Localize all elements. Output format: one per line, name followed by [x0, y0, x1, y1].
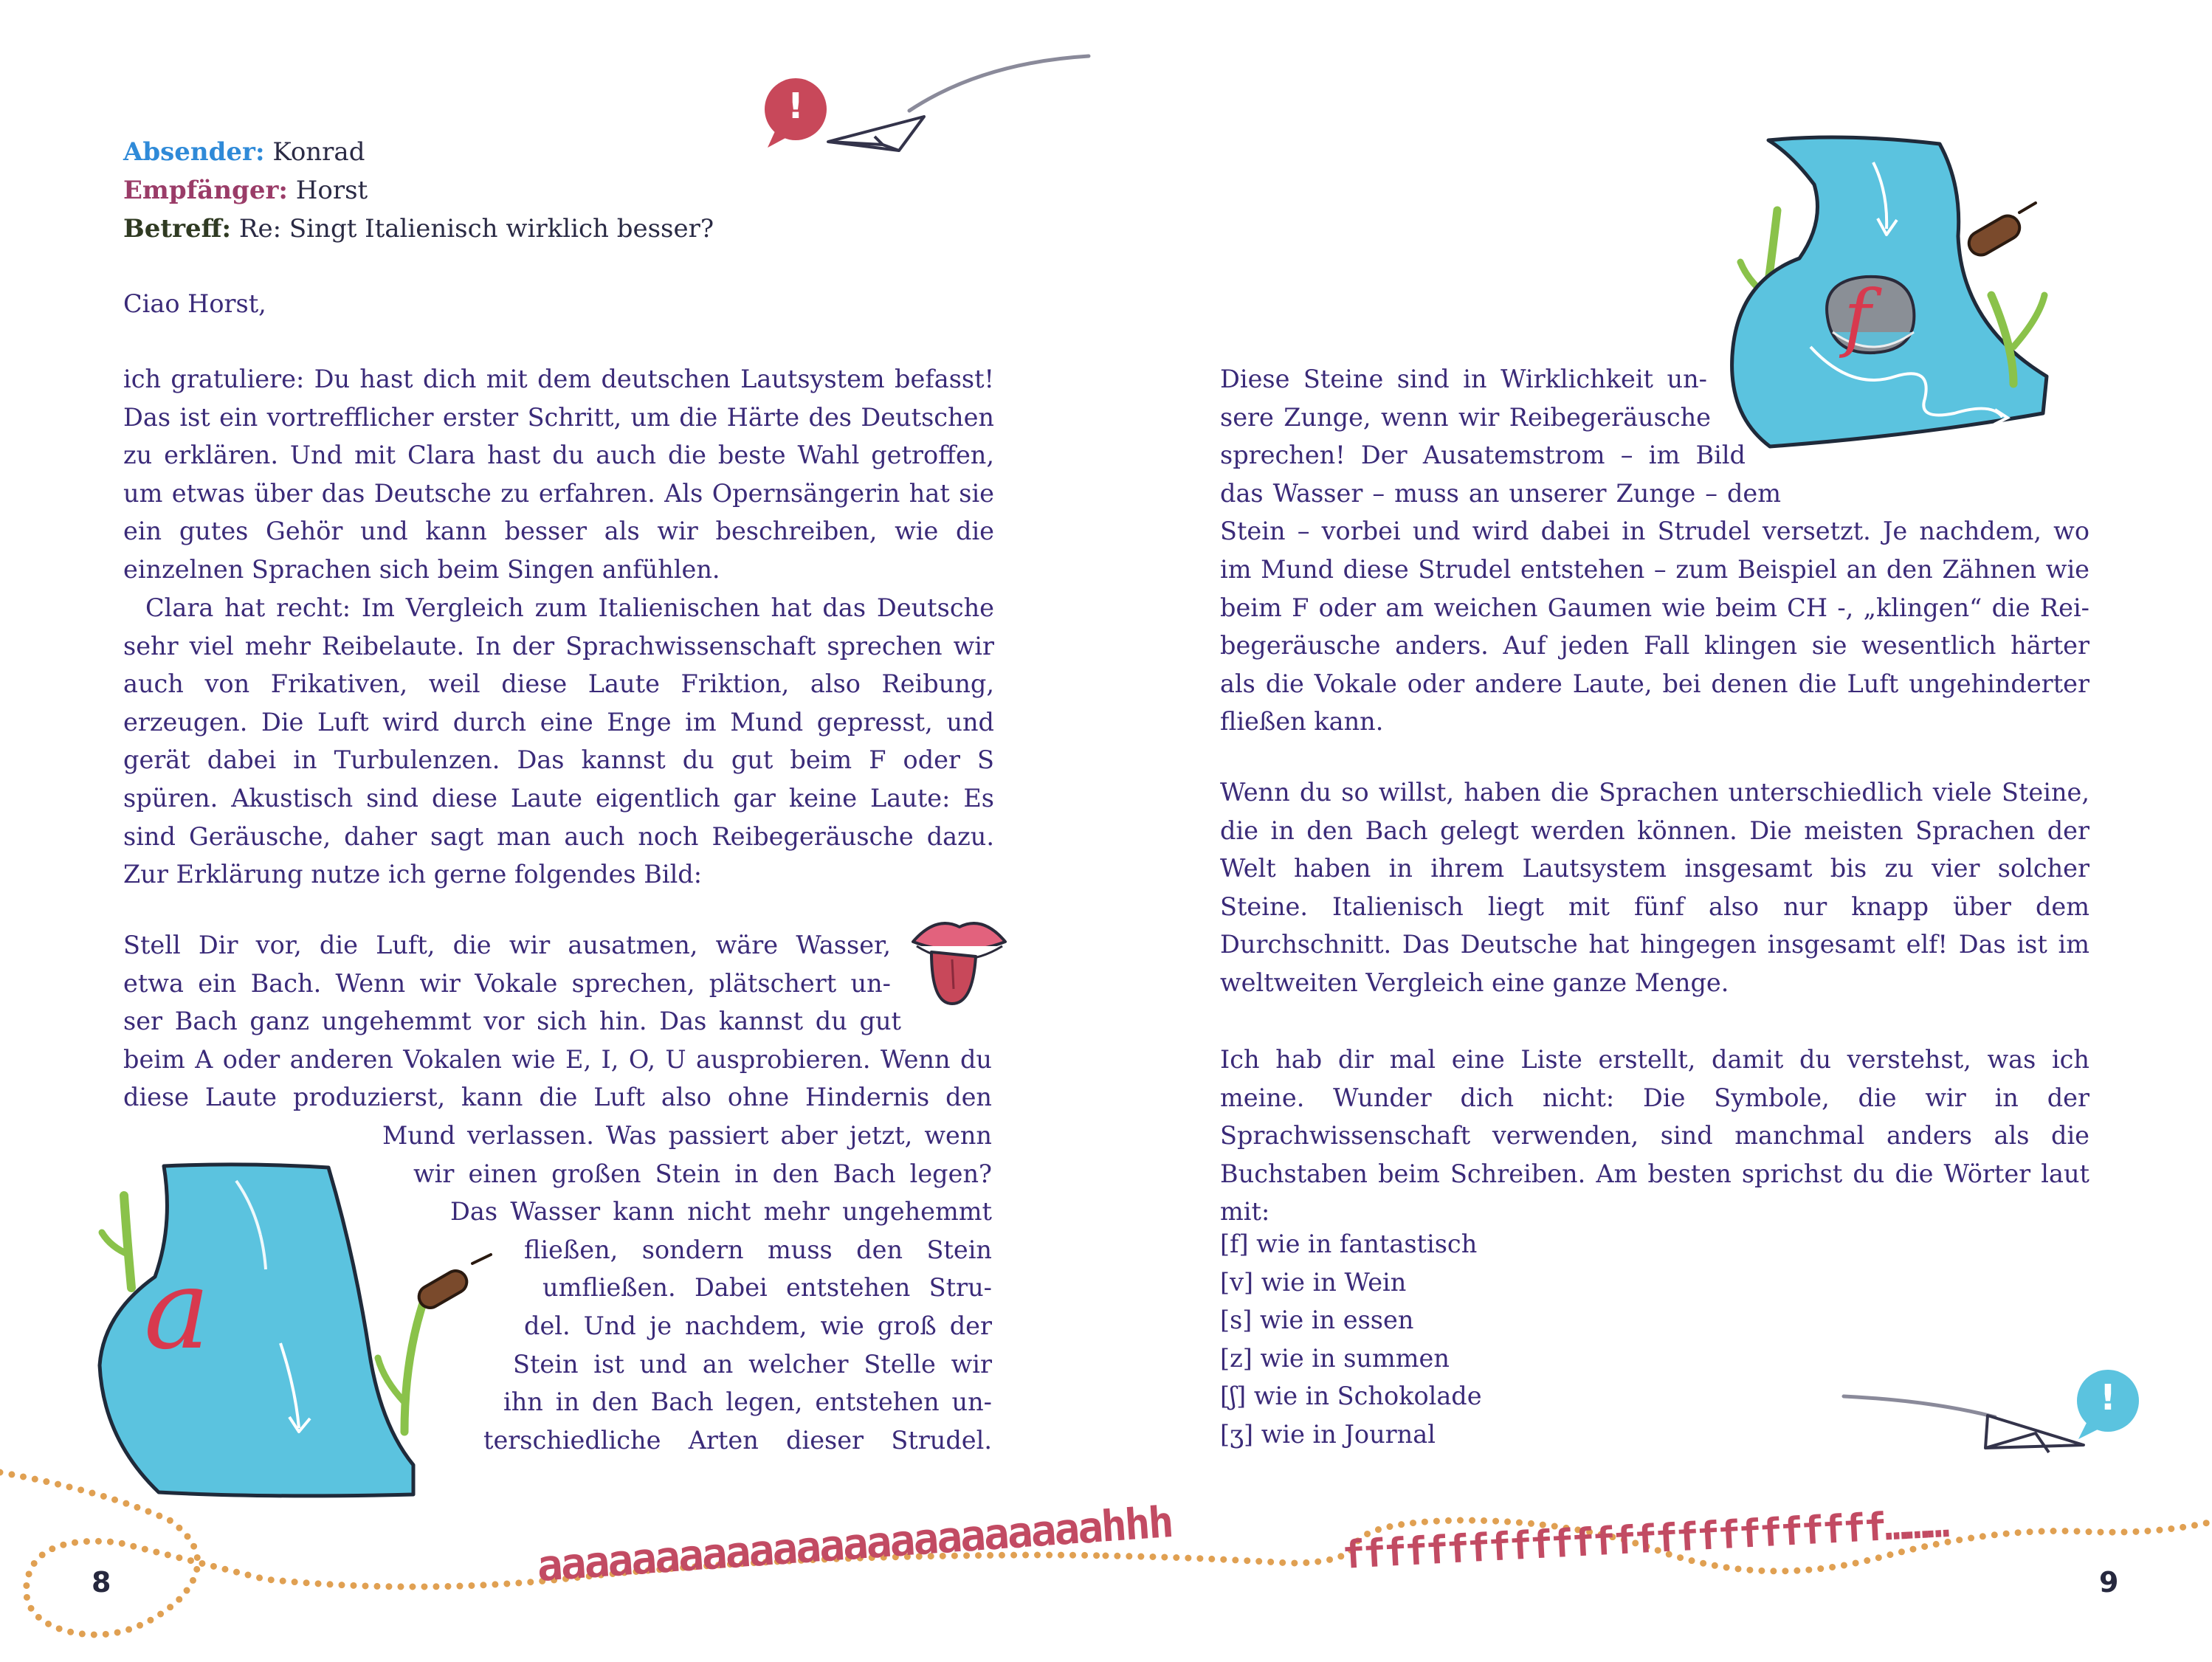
right-paragraph-2-text: Wenn du so willst, haben die Sprachen unterschiedlich viele Steine, die in den Bach gelegt werden können. Die meisten Sprachen der Welt haben in ihrem Lautsystem insgesamt bis zu vier solcher Steine. Italienisch liegt mit fünf also nur knapp über dem Durchschnitt. Das Deutsche hat hingegen insgesamt elf! Das ist im weltweiten Vergleich eine ganze Menge. — [1220, 778, 2089, 997]
paragraph-3-line: beim A oder anderen Vokalen wie E, I, O, U ausprobieren. Wenn du — [123, 1044, 992, 1074]
page-number-right: 9 — [2099, 1566, 2119, 1599]
paragraph-3-line: ser Bach ganz ungehemmt vor sich hin. Das kannst du gut — [123, 1007, 901, 1036]
subject-label: Betreff: — [123, 214, 232, 244]
sound-text-a: aaaaaaaaaaaaaaaaaaaaaaaahhh — [535, 1497, 1174, 1591]
wrapped-line: fließen, sondern muss den Stein — [524, 1235, 992, 1264]
dotted-path-left — [0, 0, 1, 1]
ipa-list — [1220, 1225, 1482, 1454]
right-paragraph-1-line: sprechen! Der Ausatemstrom – im Bild — [1220, 441, 1746, 470]
subject-line — [123, 210, 714, 248]
paragraph-3-line: diese Laute produzierst, kann die Luft also ohne Hindernis den — [123, 1083, 992, 1112]
right-paragraph-1-line: sere Zunge, wenn wir Reibegeräusche — [1220, 402, 1711, 432]
sender-label: Absender: — [123, 137, 265, 167]
ipa-list-item: [ʒ] wie in Journal — [1220, 1419, 1436, 1449]
letter-paragraph-2 — [123, 589, 994, 894]
right-paragraph-3-text: Ich hab dir mal eine Liste erstellt, damit du verstehst, was ich meine. Wunder dich nicht: Die Symbole, die wir in der Sprachwissenschaft verwenden, sind manchmal anders als die Buchstaben beim Schreiben. Am besten sprichst du die Wörter laut mit: — [1220, 1045, 2089, 1227]
right-paragraph-1-line: fließen kann. — [1220, 707, 1384, 737]
sender-line — [123, 133, 365, 171]
wrapped-line: del. Und je nachdem, wie groß der — [524, 1311, 992, 1340]
wrapped-line: wir einen großen Stein in den Bach legen? — [413, 1159, 992, 1188]
paragraph-2-text: Clara hat recht: Im Vergleich zum Italienischen hat das Deutsche sehr viel mehr Reibelaute. In der Sprachwissenschaft sprechen wir auch von Frikativen, weil diese Laute Friktion, also Reibung, erzeugen. Die Luft wird durch eine Enge im Mund gepresst, und gerät dabei in Turbulenzen. Das kannst du gut beim F oder S spüren. Akustisch sind diese Laute eigentlich gar keine Laute: Es sind Geräusche, daher sagt man auch noch Reibegeräusche dazu. Zur Erklärung nutze ich gerne folgendes Bild: — [123, 593, 994, 889]
wrapped-line: Das Wasser kann nicht mehr ungehemmt — [450, 1197, 992, 1227]
ipa-list-item: [ʃ] wie in Schokolade — [1220, 1382, 1482, 1411]
wrapped-line: umfließen. Dabei entstehen Stru- — [542, 1273, 992, 1303]
right-paragraph-1-line: als die Vokale oder andere Laute, bei denen die Luft ungehinderter — [1220, 669, 2089, 698]
wrapped-line: ihn in den Bach legen, entstehen un- — [503, 1387, 992, 1417]
right-page — [1106, 0, 2212, 1662]
ipa-list-item: [f] wie in fantastisch — [1220, 1230, 1478, 1258]
right-paragraph-1-line: das Wasser – muss an unserer Zunge – dem — [1220, 478, 1781, 508]
right-paragraph-1-line: beim F oder am weichen Gaumen wie beim CH -, „klingen“ die Rei- — [1220, 593, 2089, 622]
illustration-letter-a: a — [144, 1246, 210, 1374]
letter-paragraph-3 — [123, 926, 992, 1117]
right-paragraph-1-line: begeräusche anders. Auf jeden Fall klingen sie wesentlich härter — [1220, 631, 2089, 661]
exclamation-glyph: ! — [788, 86, 804, 127]
right-paragraph-3 — [1220, 1041, 2089, 1231]
right-paragraph-1-line: Diese Steine sind in Wirklichkeit un- — [1220, 365, 1707, 393]
paragraph-3-line: Stell Dir vor, die Luft, die wir ausatmen, wäre Wasser, — [123, 931, 891, 959]
subject-text: Re: Singt Italienisch wirklich besser? — [238, 214, 714, 244]
ipa-list-item: [s] wie in essen — [1220, 1306, 1414, 1335]
sound-text-f: ffffffffffffffffffffffffff……… — [1340, 1502, 1949, 1578]
exclamation-glyph: ! — [2100, 1377, 2116, 1418]
wrapped-line: Stein ist und an welcher Stelle wir — [513, 1349, 992, 1379]
paragraph-1-text: ich gratuliere: Du hast dich mit dem deutschen Lautsystem befasst! Das ist ein vortrefflicher erster Schritt, um die Härte des Deutschen zu erklären. Und mit Clara hast du auch die beste Wahl getroffen, um etwas über das Deutsche zu erfahren. Als Opernsängerin hat sie ein gutes Gehör und kann besser als wir beschreiben, wie die einzelnen Sprachen sich beim Singen anfühlen. — [123, 365, 994, 584]
sender-name: Konrad — [272, 137, 365, 167]
letter-paragraph-1 — [123, 360, 994, 589]
wrapped-line: terschiedliche Arten dieser Strudel. — [483, 1425, 992, 1455]
ipa-list-item: [v] wie in Wein — [1220, 1267, 1407, 1297]
illustration-letter-f: f — [1844, 274, 1872, 360]
wrapped-line: Mund verlassen. Was passiert aber jetzt, wenn — [382, 1121, 992, 1150]
ipa-list-item: [z] wie in summen — [1220, 1343, 1450, 1373]
recipient-label: Empfänger: — [123, 176, 288, 205]
page-number-left: 8 — [92, 1566, 111, 1599]
right-paragraph-1-line: Stein – vorbei und wird dabei in Strudel versetzt. Je nachdem, wo — [1220, 517, 2089, 546]
right-paragraph-1-line: im Mund diese Strudel entstehen – zum Beispiel an den Zähnen wie — [1220, 554, 2089, 584]
paragraph-3-line: etwa ein Bach. Wenn wir Vokale sprechen, plätschert un- — [123, 968, 891, 998]
recipient-line — [123, 171, 368, 210]
right-paragraph-2 — [1220, 773, 2089, 1002]
right-paragraph-1 — [1220, 360, 2089, 741]
recipient-name: Horst — [295, 176, 368, 205]
greeting: Ciao Horst, — [123, 289, 266, 318]
